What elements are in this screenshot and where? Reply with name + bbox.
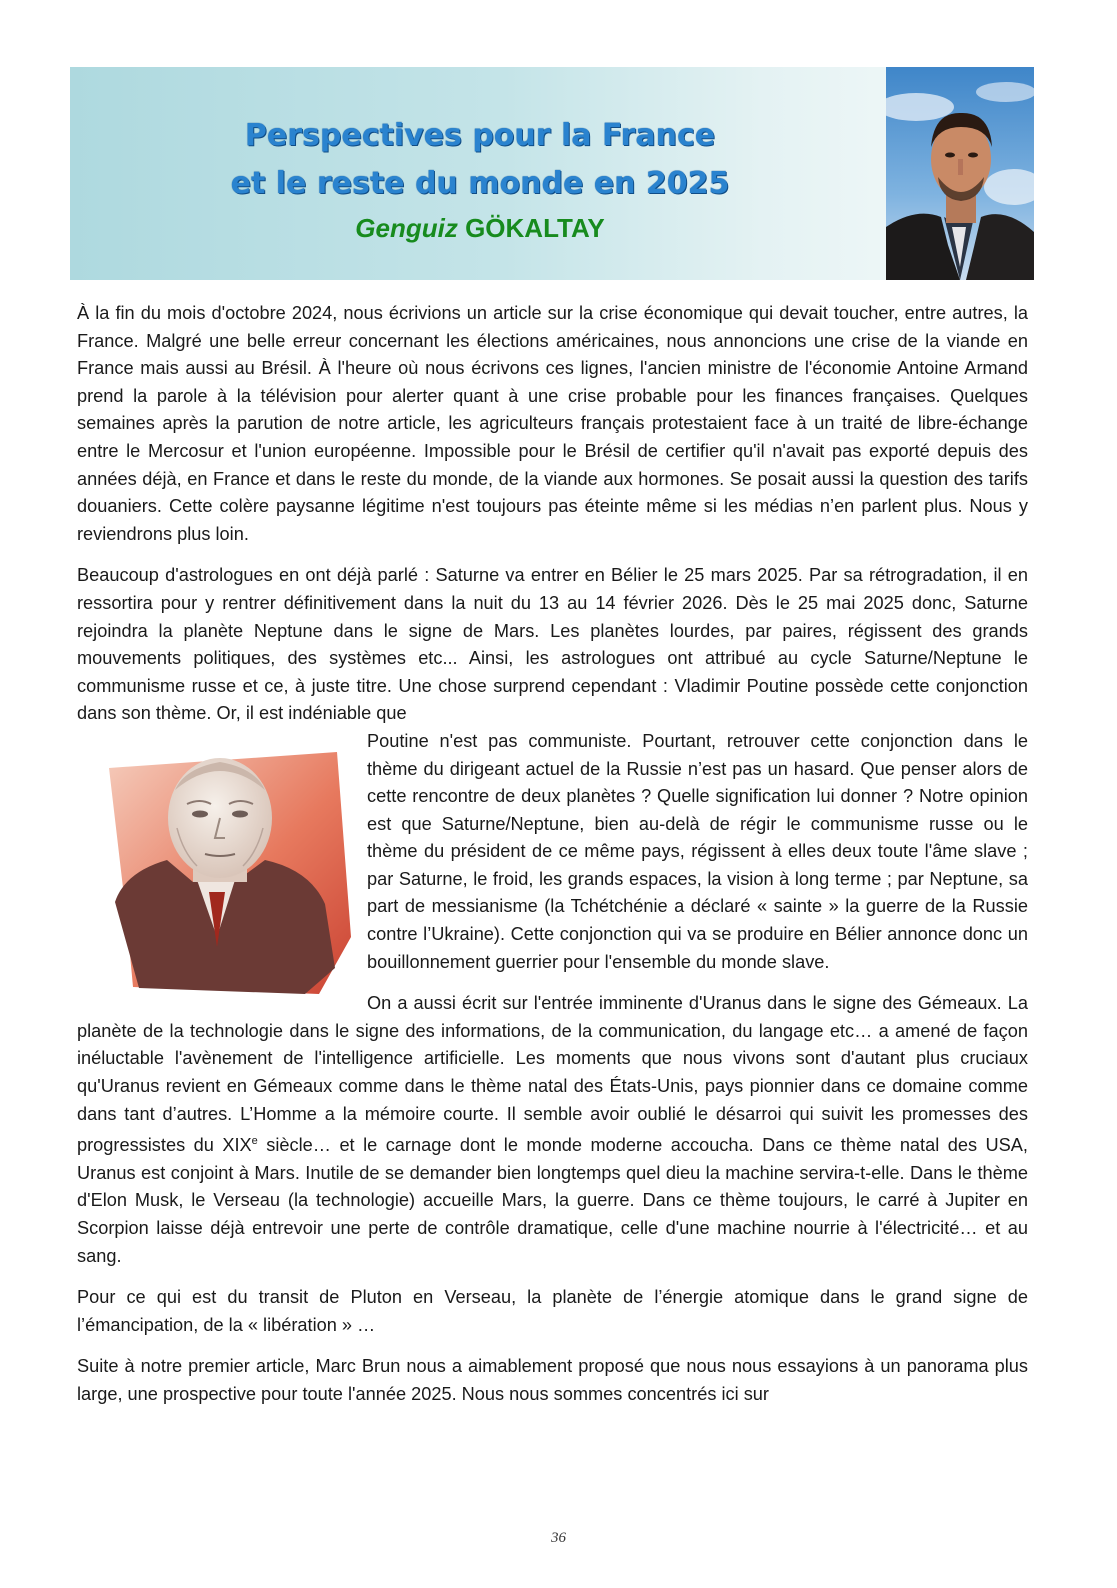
author-photo-image (886, 67, 1034, 280)
paragraph-3: Poutine n'est pas communiste. Pourtant, retrouver cette conjonction dans le thème du dirigeant actuel de la Russie n’est pas un hasard. Que penser alors de cette rencontre de deux planètes ? Quelle signification lui donner ? Notre opinion est que Saturne/Neptune, bien au-delà de régir le communisme russe ou le thème du président de ce même pays, régissent à elles deux toute l'âme slave ; par Saturne, le froid, les grands espaces, la vision à long terme ; par Neptune, sa part de messianisme (la Tchétchénie a déclaré « sainte » la guerre de la Russie contre l’Ukraine). Cette conjonction qui va se produire en Bélier annonce donc un bouillonnement guerrier pour l'ensemble du monde slave. (367, 730, 1028, 972)
author-last-name: GÖKALTAY (465, 213, 605, 243)
page-number: 36 (551, 1530, 566, 1546)
paragraph-4 (77, 990, 1028, 1270)
author-first-name: Genguiz (355, 213, 458, 243)
title-line-1: Perspectives pour la France (244, 118, 716, 153)
article-body (77, 300, 1028, 1423)
paragraph-6: Suite à notre premier article, Marc Brun nous a aimablement proposé que nous nous essayions à un panorama plus large, une prospective pour toute l'année 2025. Nous nous sommes concentrés ici sur (77, 1356, 1028, 1405)
century-numeral: XIX (222, 1135, 252, 1156)
author-name (70, 213, 890, 244)
paragraph-1: À la fin du mois d'octobre 2024, nous écrivions un article sur la crise économique qui devait toucher, entre autres, la France. Malgré une belle erreur concernant les élections américaines, nous annoncions une crise de la viande en France mais aussi au Brésil. À l'heure où nous écrivons ces lignes, l'ancien ministre de l'économie Antoine Armand prend la parole à la télévision pour alerter quant à une crise probable pour les finances françaises. Quelques semaines après la parution de notre article, les agriculteurs français protestaient face à un traité de libre-échange entre le Mercosur et l'union européenne. Impossible pour le Brésil de certifier qu'il n'avait pas exporté depuis des années déjà, en France et dans le reste du monde, de la viande aux hormones. Se posait aussi la question des tarifs douaniers. Cette colère paysanne légitime n'est toujours pas éteinte même si les médias n’en parlent plus. Nous y reviendrons plus loin. (77, 303, 1028, 544)
paragraph-4-continuation: siècle… et le carnage dont le monde moderne accoucha. Dans ce thème natal des USA, Uranus est conjoint à Mars. Inutile de se demander bien longtemps quel dieu la machine servira-t-elle. Dans le thème d'Elon Musk, le Verseau (la technologie) accueille Mars, la guerre. Dans ce thème toujours, le carré à Jupiter en Scorpion laisse déjà entrevoir une perte de contrôle dramatique, celle d'une machine nourrie à l'électricité… et au sang. (77, 1135, 1028, 1266)
century-superscript: e (251, 1135, 258, 1148)
article-title (70, 112, 890, 208)
paragraph-5: Pour ce qui est du transit de Pluton en Verseau, la planète de l’énergie atomique dans le grand signe de l’émancipation, de la « libération » … (77, 1287, 1028, 1335)
paragraph-4-text: On a aussi écrit sur l'entrée imminente d'Uranus dans le signe des Gémeaux. La planète de la technologie dans le signe des informations, de la communication, du langage etc… a amené de façon inéluctable l'avènement de l'intelligence artificielle. Les moments que nous vivons sont d'autant plus cruciaux qu'Uranus revient en Gémeaux comme dans le thème natal des États-Unis, pays pionnier dans ce domaine comme dans tant d’autres. L’Homme a la mémoire courte. Il semble avoir oublié le désarroi qui suivit les promesses des progressistes du (77, 993, 1028, 1156)
paragraph-2: Beaucoup d'astrologues en ont déjà parlé : Saturne va entrer en Bélier le 25 mars 2025. Par sa rétrogradation, il en ressortira pour y rentrer définitivement dans la nuit du 13 au 14 février 2026. Dès le 25 mai 2025 donc, Saturne rejoindra la planète Neptune dans le signe de Mars. Les planètes lourdes, par paires, régissent des grands mouvements politiques, des systèmes etc... Ainsi, les astrologues ont attribué au cycle Saturne/Neptune le communisme russe et ce, à juste titre. Une chose surprend cependant : Vladimir Poutine possède cette conjonction dans son thème. Or, il est indéniable que (77, 565, 1028, 724)
author-photo (886, 67, 1034, 280)
title-line-2: et le reste du monde en 2025 (230, 166, 730, 201)
putin-illustration (105, 732, 353, 997)
